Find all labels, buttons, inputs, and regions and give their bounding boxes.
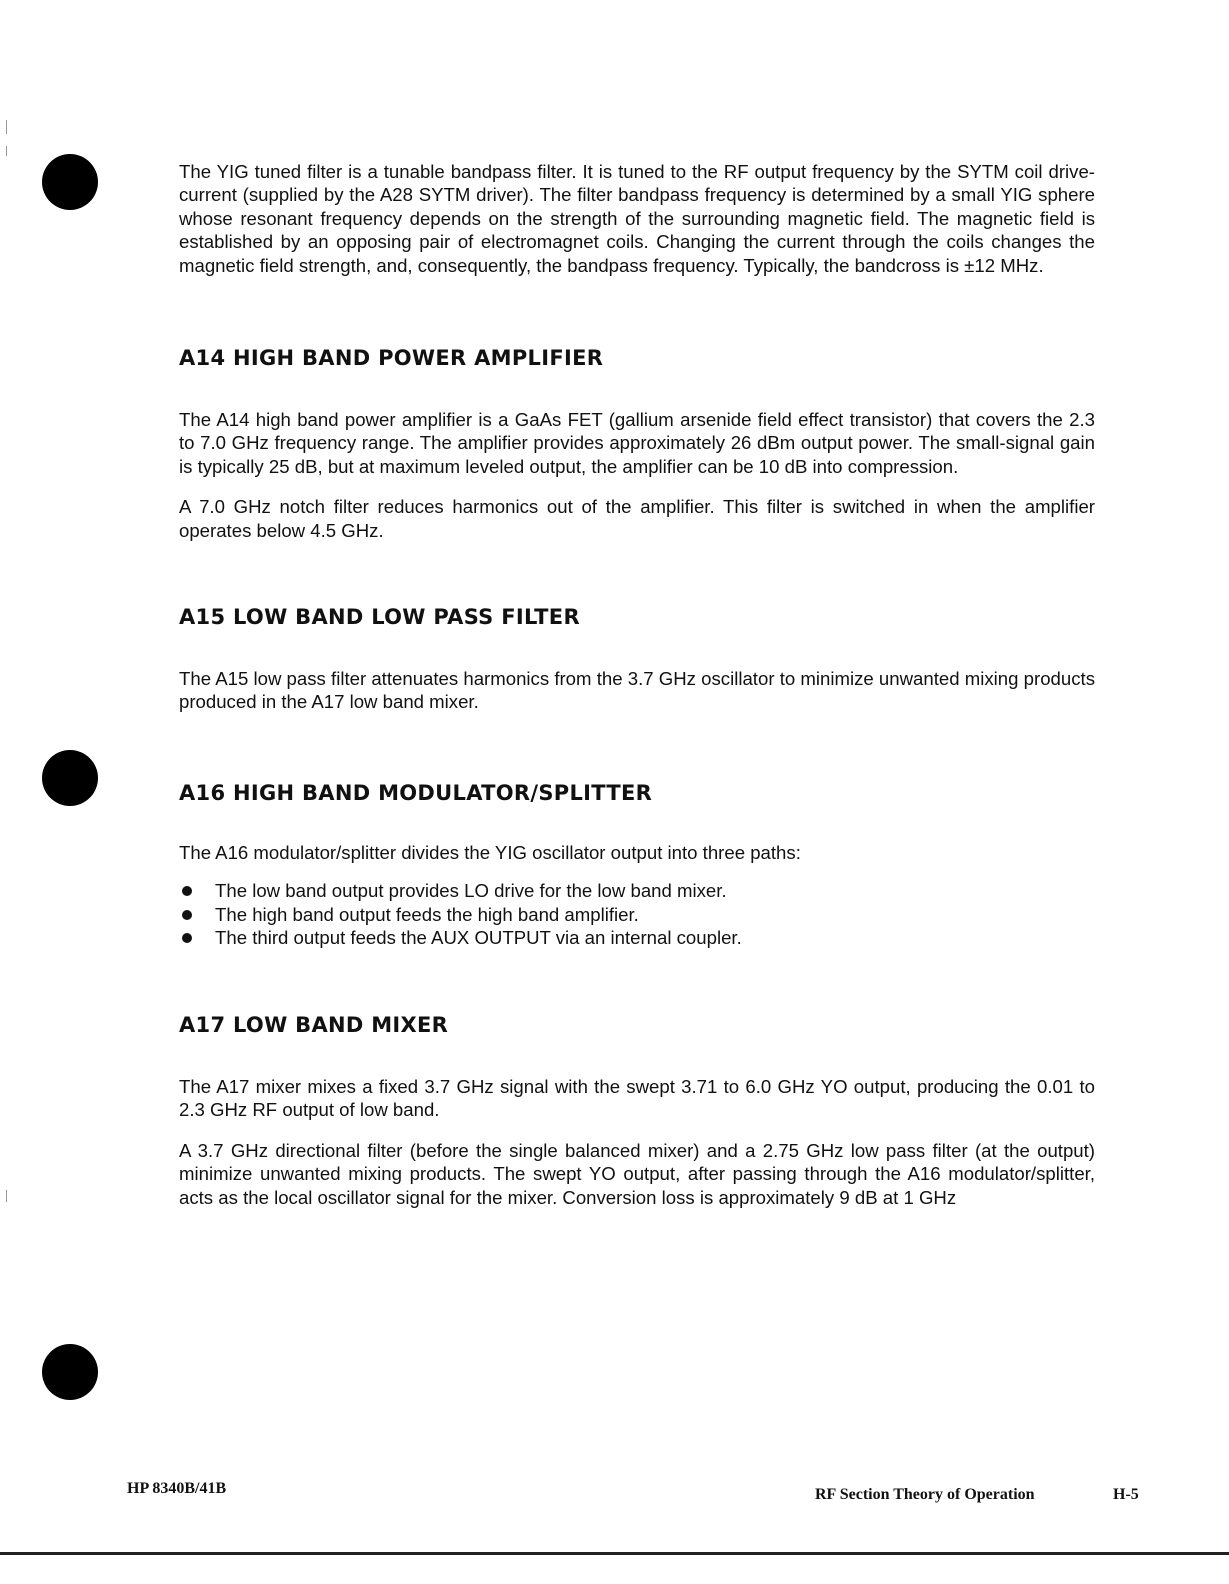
bottom-rule: [0, 1552, 1229, 1555]
bullet-icon: [182, 933, 192, 943]
binder-hole-middle: [42, 750, 98, 806]
footer-section-title: RF Section Theory of Operation: [815, 1486, 1035, 1503]
footer-model: HP 8340B/41B: [127, 1480, 227, 1497]
list-item: [179, 926, 1095, 950]
binder-hole-bottom: [42, 1344, 98, 1400]
bullet-icon: [182, 910, 192, 920]
list-item: [179, 879, 1095, 903]
section-heading-a15: A15 LOW BAND LOW PASS FILTER: [179, 605, 580, 630]
margin-mark: [6, 146, 7, 156]
yig-filter-paragraph: The YIG tuned filter is a tunable bandpass filter. It is tuned to the RF output frequency by the SYTM coil drive-current (supplied by the A28 SYTM driver). The filter bandpass frequency is determined by a small YIG sphere whose resonant frequency depends on the strength of the surrounding magnetic field. The magnetic field is established by an opposing pair of electromagnet coils. Changing the current through the coils changes the magnetic field strength, and, consequently, the bandpass frequency. Typically, the bandcross is ±12 MHz.: [179, 161, 1095, 276]
list-item-text: The high band output feeds the high band amplifier.: [215, 903, 639, 925]
footer-page-number: H-5: [1113, 1486, 1139, 1503]
a17-paragraph-1: The A17 mixer mixes a fixed 3.7 GHz signal with the swept 3.71 to 6.0 GHz YO output, producing the 0.01 to 2.3 GHz RF output of low band.: [179, 1076, 1095, 1121]
page-body: [179, 160, 1095, 1209]
margin-mark: [6, 120, 7, 134]
list-item-text: The third output feeds the AUX OUTPUT via an internal coupler.: [215, 927, 742, 949]
margin-mark: [6, 1190, 7, 1202]
a14-paragraph-1: The A14 high band power amplifier is a GaAs FET (gallium arsenide field effect transistor) that covers the 2.3 to 7.0 GHz frequency range. The amplifier provides approximately 26 dBm output power. The small-signal gain is typically 25 dB, but at maximum leveled output, the amplifier can be 10 dB into compression.: [179, 409, 1095, 477]
binder-hole-top: [42, 154, 98, 210]
list-item-text: The low band output provides LO drive for the low band mixer.: [215, 880, 727, 902]
bullet-icon: [182, 886, 192, 896]
a14-paragraph-2: A 7.0 GHz notch filter reduces harmonics out of the amplifier. This filter is switched in when the amplifier operates below 4.5 GHz.: [179, 496, 1095, 541]
a15-paragraph-1: The A15 low pass filter attenuates harmonics from the 3.7 GHz oscillator to minimize unwanted mixing products produced in the A17 low band mixer.: [179, 668, 1095, 713]
a17-paragraph-2: A 3.7 GHz directional filter (before the single balanced mixer) and a 2.75 GHz low pass filter (at the output) minimize unwanted mixing products. The swept YO output, after passing through the A16 modulator/splitter, acts as the local oscillator signal for the mixer. Conversion loss is approximately 9 dB at 1 GHz: [179, 1139, 1095, 1208]
section-heading-a14: A14 HIGH BAND POWER AMPLIFIER: [179, 346, 604, 371]
list-item: [179, 903, 1095, 927]
section-heading-a16: A16 HIGH BAND MODULATOR/SPLITTER: [179, 780, 653, 805]
a16-bullet-list: [179, 879, 1095, 950]
section-heading-a17: A17 LOW BAND MIXER: [179, 1013, 449, 1038]
a16-paragraph-1: The A16 modulator/splitter divides the YIG oscillator output into three paths:: [179, 841, 801, 863]
